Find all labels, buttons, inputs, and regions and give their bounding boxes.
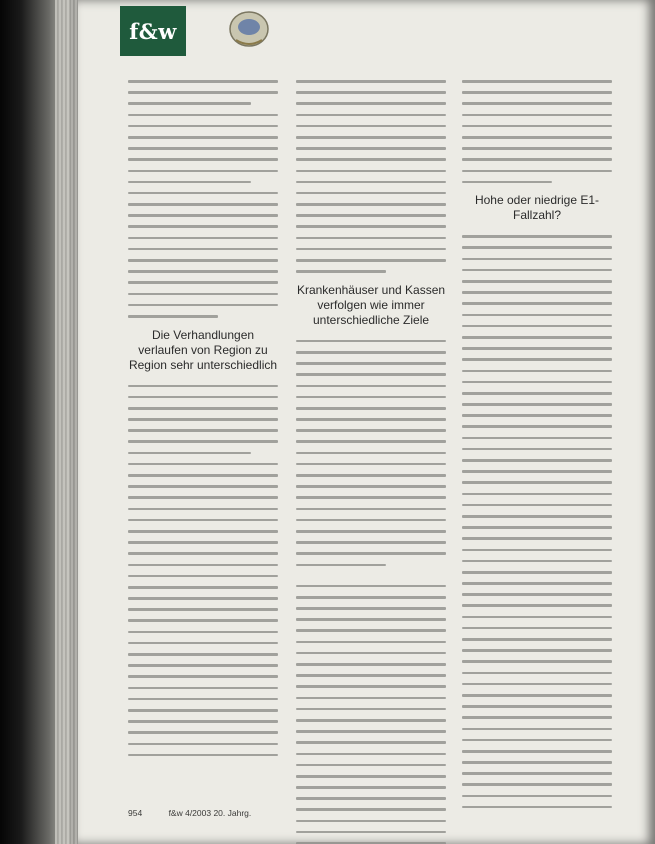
section-heading: Die Verhandlungen verlaufen von Region zu Region sehr unterschiedlich (128, 327, 278, 372)
journal-issue: f&w 4/2003 20. Jahrg. (168, 808, 252, 818)
body-text-block (296, 340, 446, 844)
page-footer (128, 808, 251, 818)
section-heading: Krankenhäuser und Kassen verfolgen wie immer unterschiedliche Ziele (296, 282, 446, 327)
column-2 (296, 80, 446, 844)
page-number: 954 (128, 808, 143, 818)
column-3 (462, 80, 612, 817)
body-text-block (462, 80, 612, 183)
body-text-block (128, 80, 278, 318)
fw-logo: f&w (120, 6, 186, 56)
column-1 (128, 80, 278, 765)
body-text-block (128, 385, 278, 757)
section-heading: Hohe oder niedrige E1-Fallzahl? (474, 193, 600, 223)
body-text-block (462, 235, 612, 808)
drg-seal-icon (228, 10, 270, 48)
body-text-block (296, 80, 446, 273)
